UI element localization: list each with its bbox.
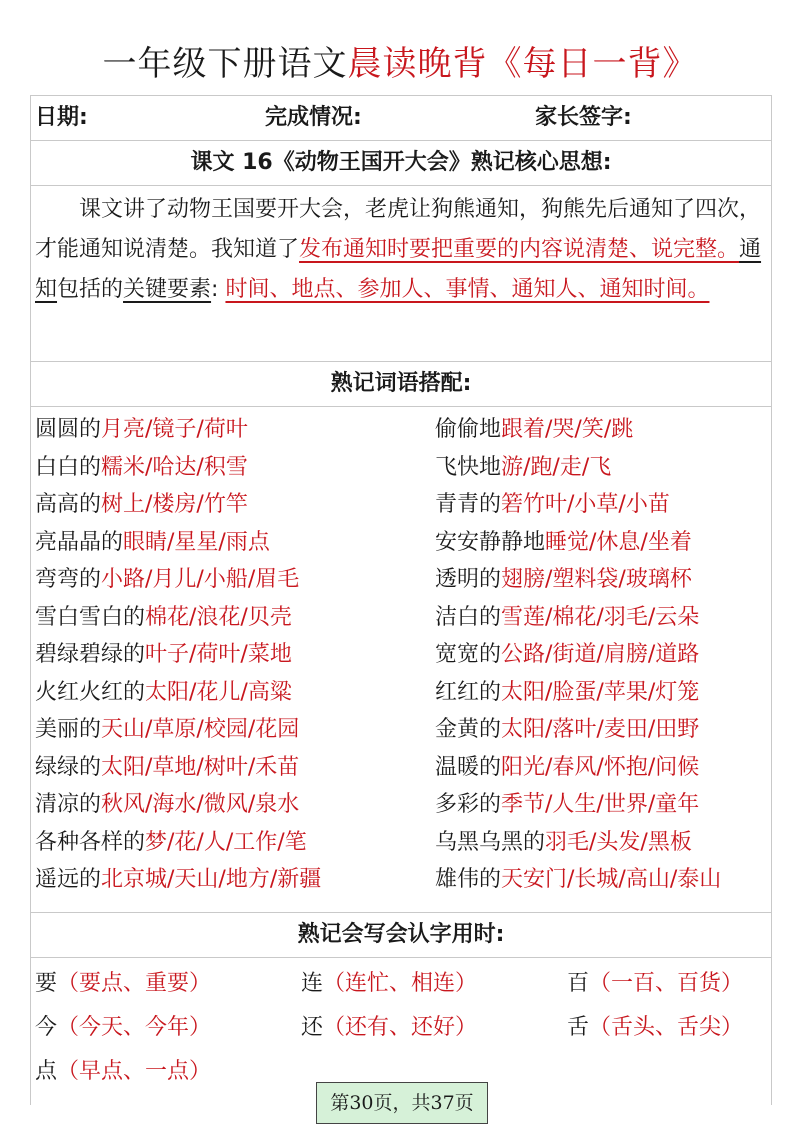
lesson-text-red-2: 时间、地点、参加人、事情、通知人、通知时间。: [225, 277, 710, 302]
word-pair: 飞快地游/跑/走/飞: [435, 454, 612, 480]
signature-label: 家长签字:: [535, 105, 632, 130]
word-pair: 洁白的雪莲/棉花/羽毛/云朵: [435, 604, 700, 630]
char-item: 要（要点、重要）: [35, 971, 212, 996]
date-label: 日期:: [35, 105, 88, 130]
word-pair: 清凉的秋风/海水/微风/泉水: [35, 792, 300, 817]
char-item: 连（连忙、相连）: [301, 971, 478, 996]
word-pair: 乌黑乌黑的羽毛/头发/黑板: [435, 829, 692, 855]
word-pair: 偷偷地跟着/哭/笑/跳: [435, 417, 634, 442]
word-pair: 绿绿的太阳/草地/树叶/禾苗: [35, 754, 300, 780]
word-pairs-grid: [31, 407, 771, 913]
word-pair: 碧绿碧绿的叶子/荷叶/菜地: [35, 642, 292, 667]
title-red: 晨读晚背《每日一背》: [347, 44, 698, 84]
word-pair: 安安静静地睡觉/休息/坐着: [435, 529, 692, 555]
worksheet: [30, 95, 772, 1105]
lesson-text-notice: 通知: [35, 237, 762, 302]
lesson-heading: 课文 16《动物王国开大会》熟记核心思想:: [31, 141, 771, 186]
word-pair: 弯弯的小路/月儿/小船/眉毛: [35, 567, 300, 592]
word-pair: 雄伟的天安门/长城/高山/泰山: [435, 867, 722, 892]
word-pair: 美丽的天山/草原/校园/花园: [35, 717, 300, 742]
word-pair: 金黄的太阳/落叶/麦田/田野: [435, 717, 700, 742]
word-pair: 高高的树上/楼房/竹竿: [35, 492, 248, 517]
char-item: 舌（舌头、舌尖）: [567, 1015, 744, 1040]
word-pair: 各种各样的梦/花/人/工作/笔: [35, 829, 307, 855]
word-pair: 遥远的北京城/天山/地方/新疆: [35, 867, 322, 892]
char-item: 今（今天、今年）: [35, 1015, 212, 1040]
lesson-text-red-1: 发布通知时要把重要的内容说清楚、说完整。: [299, 237, 740, 262]
word-pair: 火红火红的太阳/花儿/高粱: [35, 679, 292, 705]
word-pair: 雪白雪白的棉花/浪花/贝壳: [35, 604, 292, 630]
word-pair: 亮晶晶的眼睛/星星/雨点: [35, 529, 270, 555]
page-title: [0, 38, 800, 90]
char-row-2: [31, 1006, 771, 1050]
page-number: 第30页，共37页: [316, 1082, 488, 1124]
char-item: 百（一百、百货）: [567, 971, 744, 996]
chars-heading: 熟记会写会认字用时:: [31, 913, 771, 958]
word-pair: 透明的翅膀/塑料袋/玻璃杯: [435, 567, 692, 592]
char-item: 还（还有、还好）: [301, 1015, 478, 1040]
word-pairs-right: [435, 411, 721, 899]
word-pair: 宽宽的公路/街道/肩膀/道路: [435, 642, 700, 667]
title-black: 一年级下册语文: [102, 44, 348, 84]
lesson-text-colon: :: [211, 277, 226, 302]
word-pair: 红红的太阳/脸蛋/苹果/灯笼: [435, 679, 700, 705]
header-row: [31, 95, 771, 141]
lesson-text-1: 课文讲了动物王国要开大会，老虎让狗熊通知，狗熊先后通知了四次，才能通知说清楚。我知道了: [35, 197, 762, 262]
completion-label: 完成情况:: [265, 105, 362, 130]
word-pair: 多彩的季节/人生/世界/童年: [435, 792, 700, 817]
lesson-text-2: 包括的: [57, 277, 124, 302]
lesson-text-key: 关键要素: [123, 277, 212, 302]
word-pair: 温暖的阳光/春风/怀抱/问候: [435, 754, 700, 780]
char-item: 点（早点、一点）: [35, 1059, 212, 1084]
words-heading: 熟记词语搭配:: [31, 362, 771, 407]
lesson-paragraph: [31, 186, 771, 362]
char-row-1: [31, 962, 771, 1006]
word-pair: 青青的箬竹叶/小草/小苗: [435, 492, 670, 517]
word-pair: 白白的糯米/哈达/积雪: [35, 454, 248, 480]
word-pairs-left: [35, 411, 321, 899]
word-pair: 圆圆的月亮/镜子/荷叶: [35, 417, 248, 442]
